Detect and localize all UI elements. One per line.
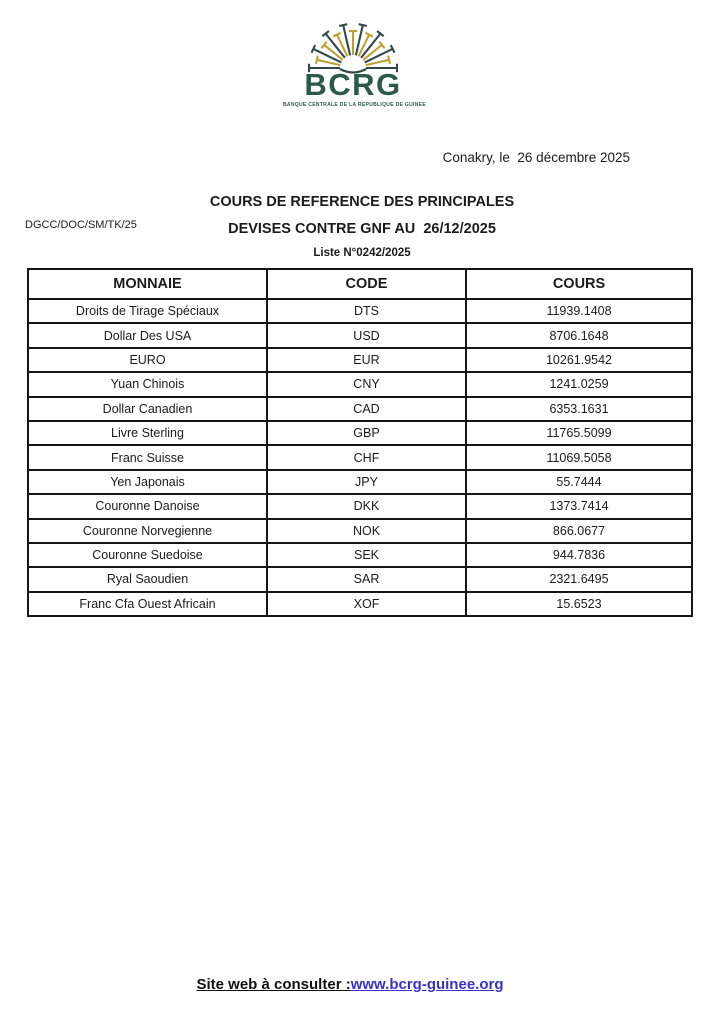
reference-code: DGCC/DOC/SM/TK/25 <box>25 219 137 231</box>
currency-name-cell: Franc Cfa Ouest Africain <box>28 592 267 616</box>
table-row <box>28 470 692 494</box>
currency-code-cell: XOF <box>267 592 466 616</box>
rate-value-cell: 944.7836 <box>466 543 692 567</box>
currency-code-cell: DTS <box>267 299 466 323</box>
currency-code-cell: CAD <box>267 397 466 421</box>
rate-value-cell: 8706.1648 <box>466 323 692 347</box>
currency-code-cell: EUR <box>267 348 466 372</box>
table-header-row <box>28 269 692 299</box>
bcrg-logo <box>283 16 426 108</box>
currency-name-cell: Franc Suisse <box>28 445 267 469</box>
rate-value-cell: 11069.5058 <box>466 445 692 469</box>
currency-code-cell: NOK <box>267 519 466 543</box>
rate-value-cell: 2321.6495 <box>466 567 692 591</box>
table-row <box>28 519 692 543</box>
table-row <box>28 299 692 323</box>
currency-name-cell: Dollar Des USA <box>28 323 267 347</box>
currency-name-cell: Couronne Suedoise <box>28 543 267 567</box>
title-line-2: DEVISES CONTRE GNF AU 26/12/2025 <box>228 221 496 237</box>
currency-code-cell: SEK <box>267 543 466 567</box>
table-row <box>28 421 692 445</box>
rate-value-cell: 15.6523 <box>466 592 692 616</box>
currency-code-cell: CHF <box>267 445 466 469</box>
logo-tagline: BANQUE CENTRALE DE LA REPUBLIQUE DE GUINEE <box>283 101 426 108</box>
column-header-code: CODE <box>267 269 466 299</box>
currency-name-cell: Dollar Canadien <box>28 397 267 421</box>
table-row <box>28 567 692 591</box>
rate-value-cell: 6353.1631 <box>466 397 692 421</box>
currency-name-cell: Couronne Norvegienne <box>28 519 267 543</box>
currency-name-cell: Droits de Tirage Spéciaux <box>28 299 267 323</box>
table-row <box>28 372 692 396</box>
rate-value-cell: 55.7444 <box>466 470 692 494</box>
rate-value-cell: 11939.1408 <box>466 299 692 323</box>
sunburst-logo-icon <box>286 16 420 74</box>
rate-value-cell: 11765.5099 <box>466 421 692 445</box>
table-row <box>28 397 692 421</box>
currency-name-cell: EURO <box>28 348 267 372</box>
exchange-rates-table <box>27 268 693 617</box>
currency-code-cell: JPY <box>267 470 466 494</box>
table-row <box>28 348 692 372</box>
table-row <box>28 323 692 347</box>
currency-name-cell: Livre Sterling <box>28 421 267 445</box>
footer <box>0 976 700 993</box>
date-line: Conakry, le 26 décembre 2025 <box>442 150 630 165</box>
title-line-1: COURS DE REFERENCE DES PRINCIPALES <box>209 194 515 210</box>
currency-code-cell: USD <box>267 323 466 347</box>
currency-code-cell: CNY <box>267 372 466 396</box>
table-row <box>28 494 692 518</box>
currency-name-cell: Couronne Danoise <box>28 494 267 518</box>
table-row <box>28 543 692 567</box>
rate-value-cell: 866.0677 <box>466 519 692 543</box>
currency-code-cell: SAR <box>267 567 466 591</box>
logo-wordmark: BCRG <box>304 67 402 102</box>
column-header-monnaie: MONNAIE <box>28 269 267 299</box>
currency-code-cell: GBP <box>267 421 466 445</box>
document-title-block <box>0 194 724 259</box>
website-link[interactable]: www.bcrg-guinee.org <box>350 976 504 993</box>
title-line-3: Liste N°0242/2025 <box>313 247 411 259</box>
currency-name-cell: Yen Japonais <box>28 470 267 494</box>
currency-name-cell: Ryal Saoudien <box>28 567 267 591</box>
rate-value-cell: 1373.7414 <box>466 494 692 518</box>
currency-code-cell: DKK <box>267 494 466 518</box>
column-header-cours: COURS <box>466 269 692 299</box>
rate-value-cell: 10261.9542 <box>466 348 692 372</box>
currency-name-cell: Yuan Chinois <box>28 372 267 396</box>
table-row <box>28 445 692 469</box>
rate-value-cell: 1241.0259 <box>466 372 692 396</box>
table-row <box>28 592 692 616</box>
footer-label: Site web à consulter : <box>196 976 351 993</box>
